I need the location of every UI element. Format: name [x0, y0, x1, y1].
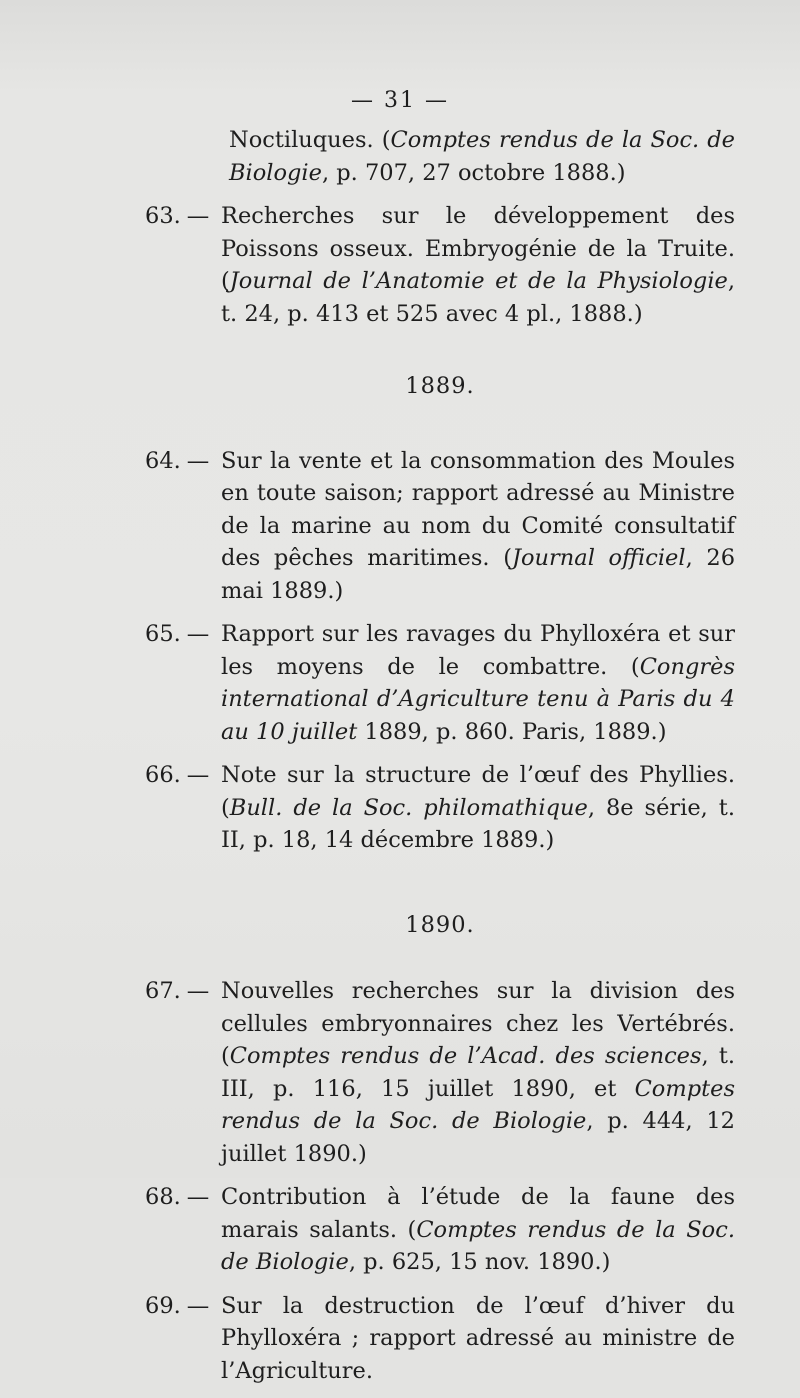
entry-text-segment: Rapport sur les ravages du Phylloxéra et sur les moyens de le combattre. (	[221, 621, 735, 680]
entry-citation-italic: Comptes rendus de l’Acad. des sciences	[229, 1043, 702, 1069]
entry-number-text: 65.	[145, 621, 181, 647]
entry-citation-italic: Comptes rendus de la Soc. de Biologie	[221, 1216, 735, 1275]
entry-number-text: 64.	[145, 447, 181, 474]
entry-number	[145, 200, 221, 330]
entry-text	[221, 759, 735, 857]
entry-text	[221, 200, 735, 330]
year-heading-1889: 1889.	[405, 373, 475, 399]
entry-text	[221, 1181, 735, 1279]
bibliography-entry	[145, 445, 735, 608]
entry-text-segment: Sur la vente et la consommation des Moules en toute saison; rapport adressé au Ministre de la marine au nom du Comité consultatif des pêches maritimes. (	[221, 447, 735, 571]
entry-text	[229, 124, 735, 189]
entry-number-text: 69.	[145, 1292, 181, 1319]
entry-text-segment: , 26 mai 1889.)	[221, 545, 736, 604]
entry-text-segment: , p. 707, 27 octobre 1888.)	[321, 159, 626, 186]
page-number: — 31 —	[351, 88, 449, 113]
entry-text-segment: Recherches sur le développement des Poissons osseux. Embryogénie de la Truite. (	[221, 203, 735, 294]
bibliography-entry	[145, 200, 735, 330]
entry-dash: —	[186, 621, 210, 647]
bibliography-entry	[145, 124, 735, 189]
entry-text-segment: , p. 444, 12 juillet 1890.)	[221, 1108, 735, 1167]
bibliography-entry	[145, 1290, 735, 1388]
entry-text-segment: 1889, p. 860. Paris, 1889.)	[357, 718, 667, 745]
entry-text-segment: , 8e série, t. II, p. 18, 14 décembre 1889.)	[221, 794, 735, 853]
entry-citation-italic: Journal de l’Anatomie et de la Physiologie	[229, 268, 728, 294]
bibliography-list	[145, 124, 735, 1398]
entry-dash: —	[186, 447, 210, 474]
bibliography-entry	[145, 618, 735, 748]
entry-text	[221, 975, 735, 1170]
bibliography-entry	[145, 975, 735, 1170]
entry-citation-italic: Journal officiel	[511, 545, 686, 571]
entry-text-segment: , t. 24, p. 413 et 525 avec 4 pl., 1888.)	[221, 268, 735, 327]
entry-number-text: 66.	[145, 762, 181, 788]
entry-number-text: 67.	[145, 978, 181, 1004]
entry-dash: —	[186, 203, 210, 229]
entry-text-segment: Note sur la structure de l’œuf des Phyllies. (	[221, 762, 735, 821]
entry-citation-italic: Congrès international d’Agriculture tenu à Paris du 4 au 10 juillet	[221, 653, 735, 745]
entry-citation-italic: Comptes rendus de la Soc. de Biologie	[221, 1075, 735, 1134]
entry-text	[221, 618, 735, 748]
entry-text-segment: Noctiluques. (	[229, 127, 391, 153]
entry-text-segment: , t. III, p. 116, 15 juillet 1890, et	[221, 1043, 736, 1102]
entry-text-segment: Nouvelles recherches sur la division des cellules embryonnaires chez les Vertébrés. (	[221, 978, 735, 1069]
entry-dash: —	[186, 978, 210, 1004]
entry-dash: —	[186, 1292, 210, 1319]
entries-top	[145, 124, 735, 330]
entry-number	[145, 1181, 221, 1279]
entry-citation-italic: Bull. de la Soc. philomathique	[229, 794, 588, 821]
entries-1890	[145, 975, 735, 1387]
entry-number-text: 68.	[145, 1184, 181, 1210]
bibliography-entry	[145, 759, 735, 857]
entry-number	[145, 1290, 221, 1388]
entry-citation-italic: Comptes rendus de la Soc. de Biologie	[229, 127, 735, 186]
entry-text-segment: Sur la destruction de l’œuf d’hiver du Phylloxéra ; rapport adressé au ministre de l’Agriculture.	[221, 1292, 735, 1384]
entry-number	[145, 759, 221, 857]
entry-text-segment: , p. 625, 15 nov. 1890.)	[348, 1249, 611, 1275]
entry-text	[221, 1290, 735, 1388]
entry-text	[221, 445, 735, 608]
bibliography-entry	[145, 1181, 735, 1279]
entry-number-text: 63.	[145, 203, 181, 229]
entries-1889	[145, 445, 735, 857]
year-heading-1890: 1890.	[405, 911, 475, 938]
entry-text-segment: Contribution à l’étude de la faune des marais salants. (	[221, 1184, 735, 1243]
entry-dash: —	[186, 762, 210, 788]
entry-number	[145, 618, 221, 748]
entry-number	[145, 445, 221, 608]
entry-number	[145, 975, 221, 1170]
entry-dash: —	[186, 1184, 210, 1210]
